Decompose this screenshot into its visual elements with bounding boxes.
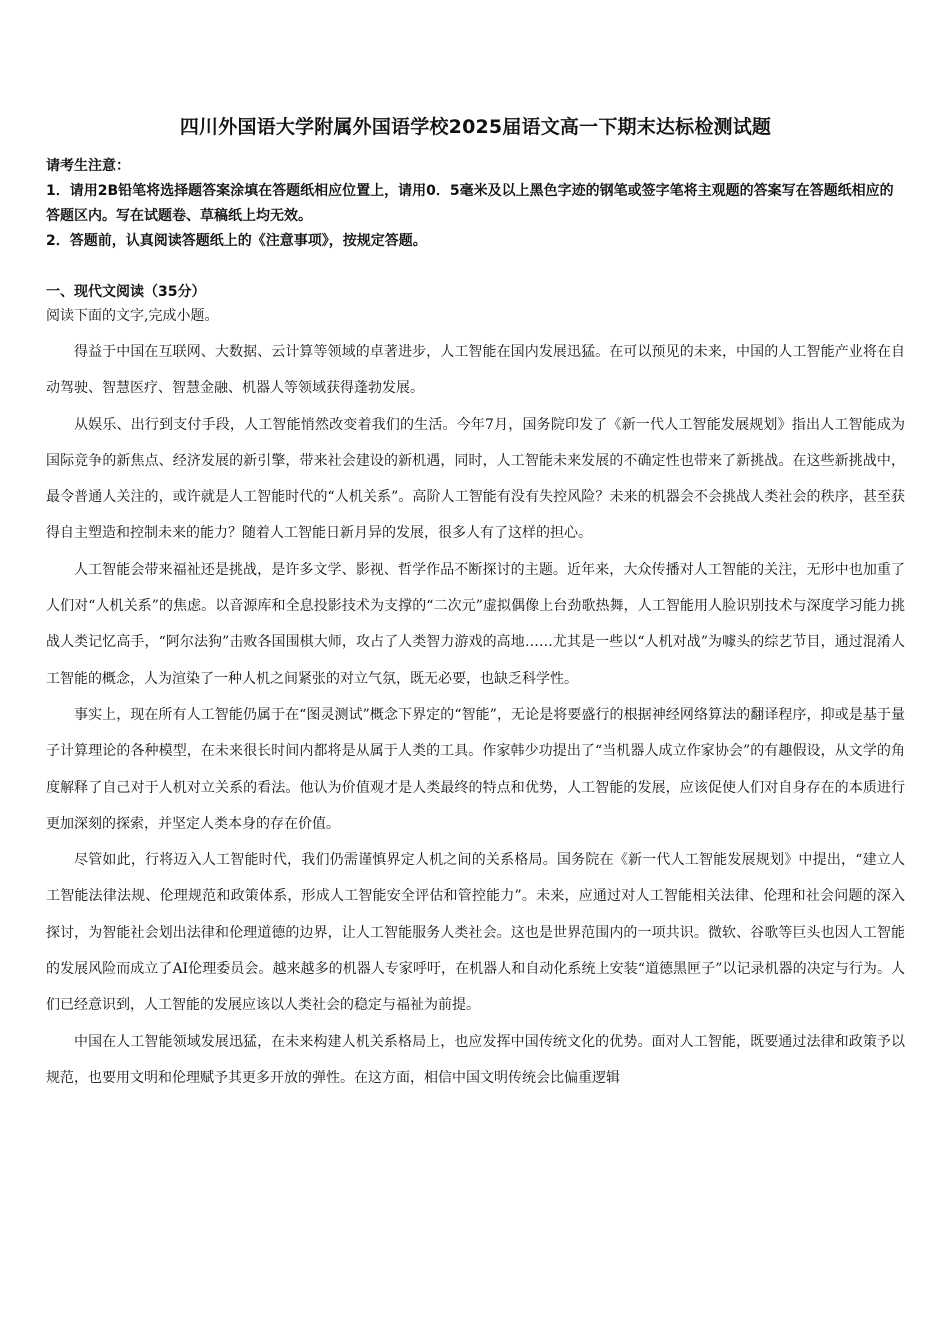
reading-instruction: 阅读下面的文字,完成小题。 <box>46 308 219 324</box>
notice-heading: 请考生注意： <box>46 158 130 174</box>
section-heading: 一、现代文阅读（35分） <box>46 284 206 300</box>
passage-paragraph-3: 人工智能会带来福祉还是挑战，是许多文学、影视、哲学作品不断探讨的主题。近年来，大众传播对人工智能的关注，无形中也加重了人们对“人机关系”的焦虑。以音源库和全息投影技术为支撑的“二次元”虚拟偶像上台劲歌热舞，人工智能用人脸识别技术与深度学习能力挑战人类记忆高手，“阿尔法狗”击败各国围棋大师，攻占了人类智力游戏的高地……尤其是一些以“人机对战”为噱头的综艺节目，通过混淆人工智能的概念，人为渲染了一种人机之间紧张的对立气氛，既无必要，也缺乏科学性。 <box>46 561 905 687</box>
document-title: 四川外国语大学附属外国语学校2025届语文高一下期末达标检测试题 <box>179 116 772 138</box>
notice-item-2: 2．答题前，认真阅读答题纸上的《注意事项》，按规定答题。 <box>46 233 427 249</box>
passage-paragraph-5: 尽管如此，行将迈入人工智能时代，我们仍需谨慎界定人机之间的关系格局。国务院在《新一代人工智能发展规划》中提出，“建立人工智能法律法规、伦理规范和政策体系，形成人工智能安全评估和管控能力”。未来，应通过对人工智能相关法律、伦理和社会问题的深入探讨，为智能社会划出法律和伦理道德的边界，让人工智能服务人类社会。这也是世界范围内的一项共识。微软、谷歌等巨头也因人工智能的发展风险而成立了AI伦理委员会。越来越多的机器人专家呼吁，在机器人和自动化系统上安装“道德黑匣子”以记录机器的决定与行为。人们已经意识到，人工智能的发展应该以人类社会的稳定与福祉为前提。 <box>46 852 905 1014</box>
passage-paragraph-2: 从娱乐、出行到支付手段，人工智能悄然改变着我们的生活。今年7月，国务院印发了《新一代人工智能发展规划》指出人工智能成为国际竞争的新焦点、经济发展的新引擎，带来社会建设的新机遇，同时，人工智能未来发展的不确定性也带来了新挑战。在这些新挑战中，最令普通人关注的，或许就是人工智能时代的“人机关系”。高阶人工智能有没有失控风险？未来的机器会不会挑战人类社会的秩序，甚至获得自主塑造和控制未来的能力？随着人工智能日新月异的发展，很多人有了这样的担心。 <box>46 416 905 542</box>
passage-paragraph-1: 得益于中国在互联网、大数据、云计算等领域的卓著进步，人工智能在国内发展迅猛。在可以预见的未来，中国的人工智能产业将在自动驾驶、智慧医疗、智慧金融、机器人等领域获得蓬勃发展。 <box>46 344 905 397</box>
passage-paragraph-6: 中国在人工智能领域发展迅猛，在未来构建人机关系格局上，也应发挥中国传统文化的优势。面对人工智能，既要通过法律和政策予以规范，也要用文明和伦理赋予其更多开放的弹性。在这方面，相信中国文明传统会比偏重逻辑 <box>46 1033 905 1086</box>
exam-notice <box>46 154 905 254</box>
passage-paragraph-4: 事实上，现在所有人工智能仍属于在“图灵测试”概念下界定的“智能”，无论是将要盛行的根据神经网络算法的翻译程序，抑或是基于量子计算理论的各种模型，在未来很长时间内都将是从属于人类的工具。作家韩少功提出了“当机器人成立作家协会”的有趣假设，从文学的角度解释了自己对于人机对立关系的看法。他认为价值观才是人类最终的特点和优势，人工智能的发展，应该促使人们对自身存在的本质进行更加深刻的探索，并坚定人类本身的存在价值。 <box>46 706 905 832</box>
notice-item-1: 1．请用2B铅笔将选择题答案涂填在答题纸相应位置上，请用0．5毫米及以上黑色字迹的钢笔或签字笔将主观题的答案写在答题纸相应的答题区内。写在试题卷、草稿纸上均无效。 <box>46 183 894 224</box>
